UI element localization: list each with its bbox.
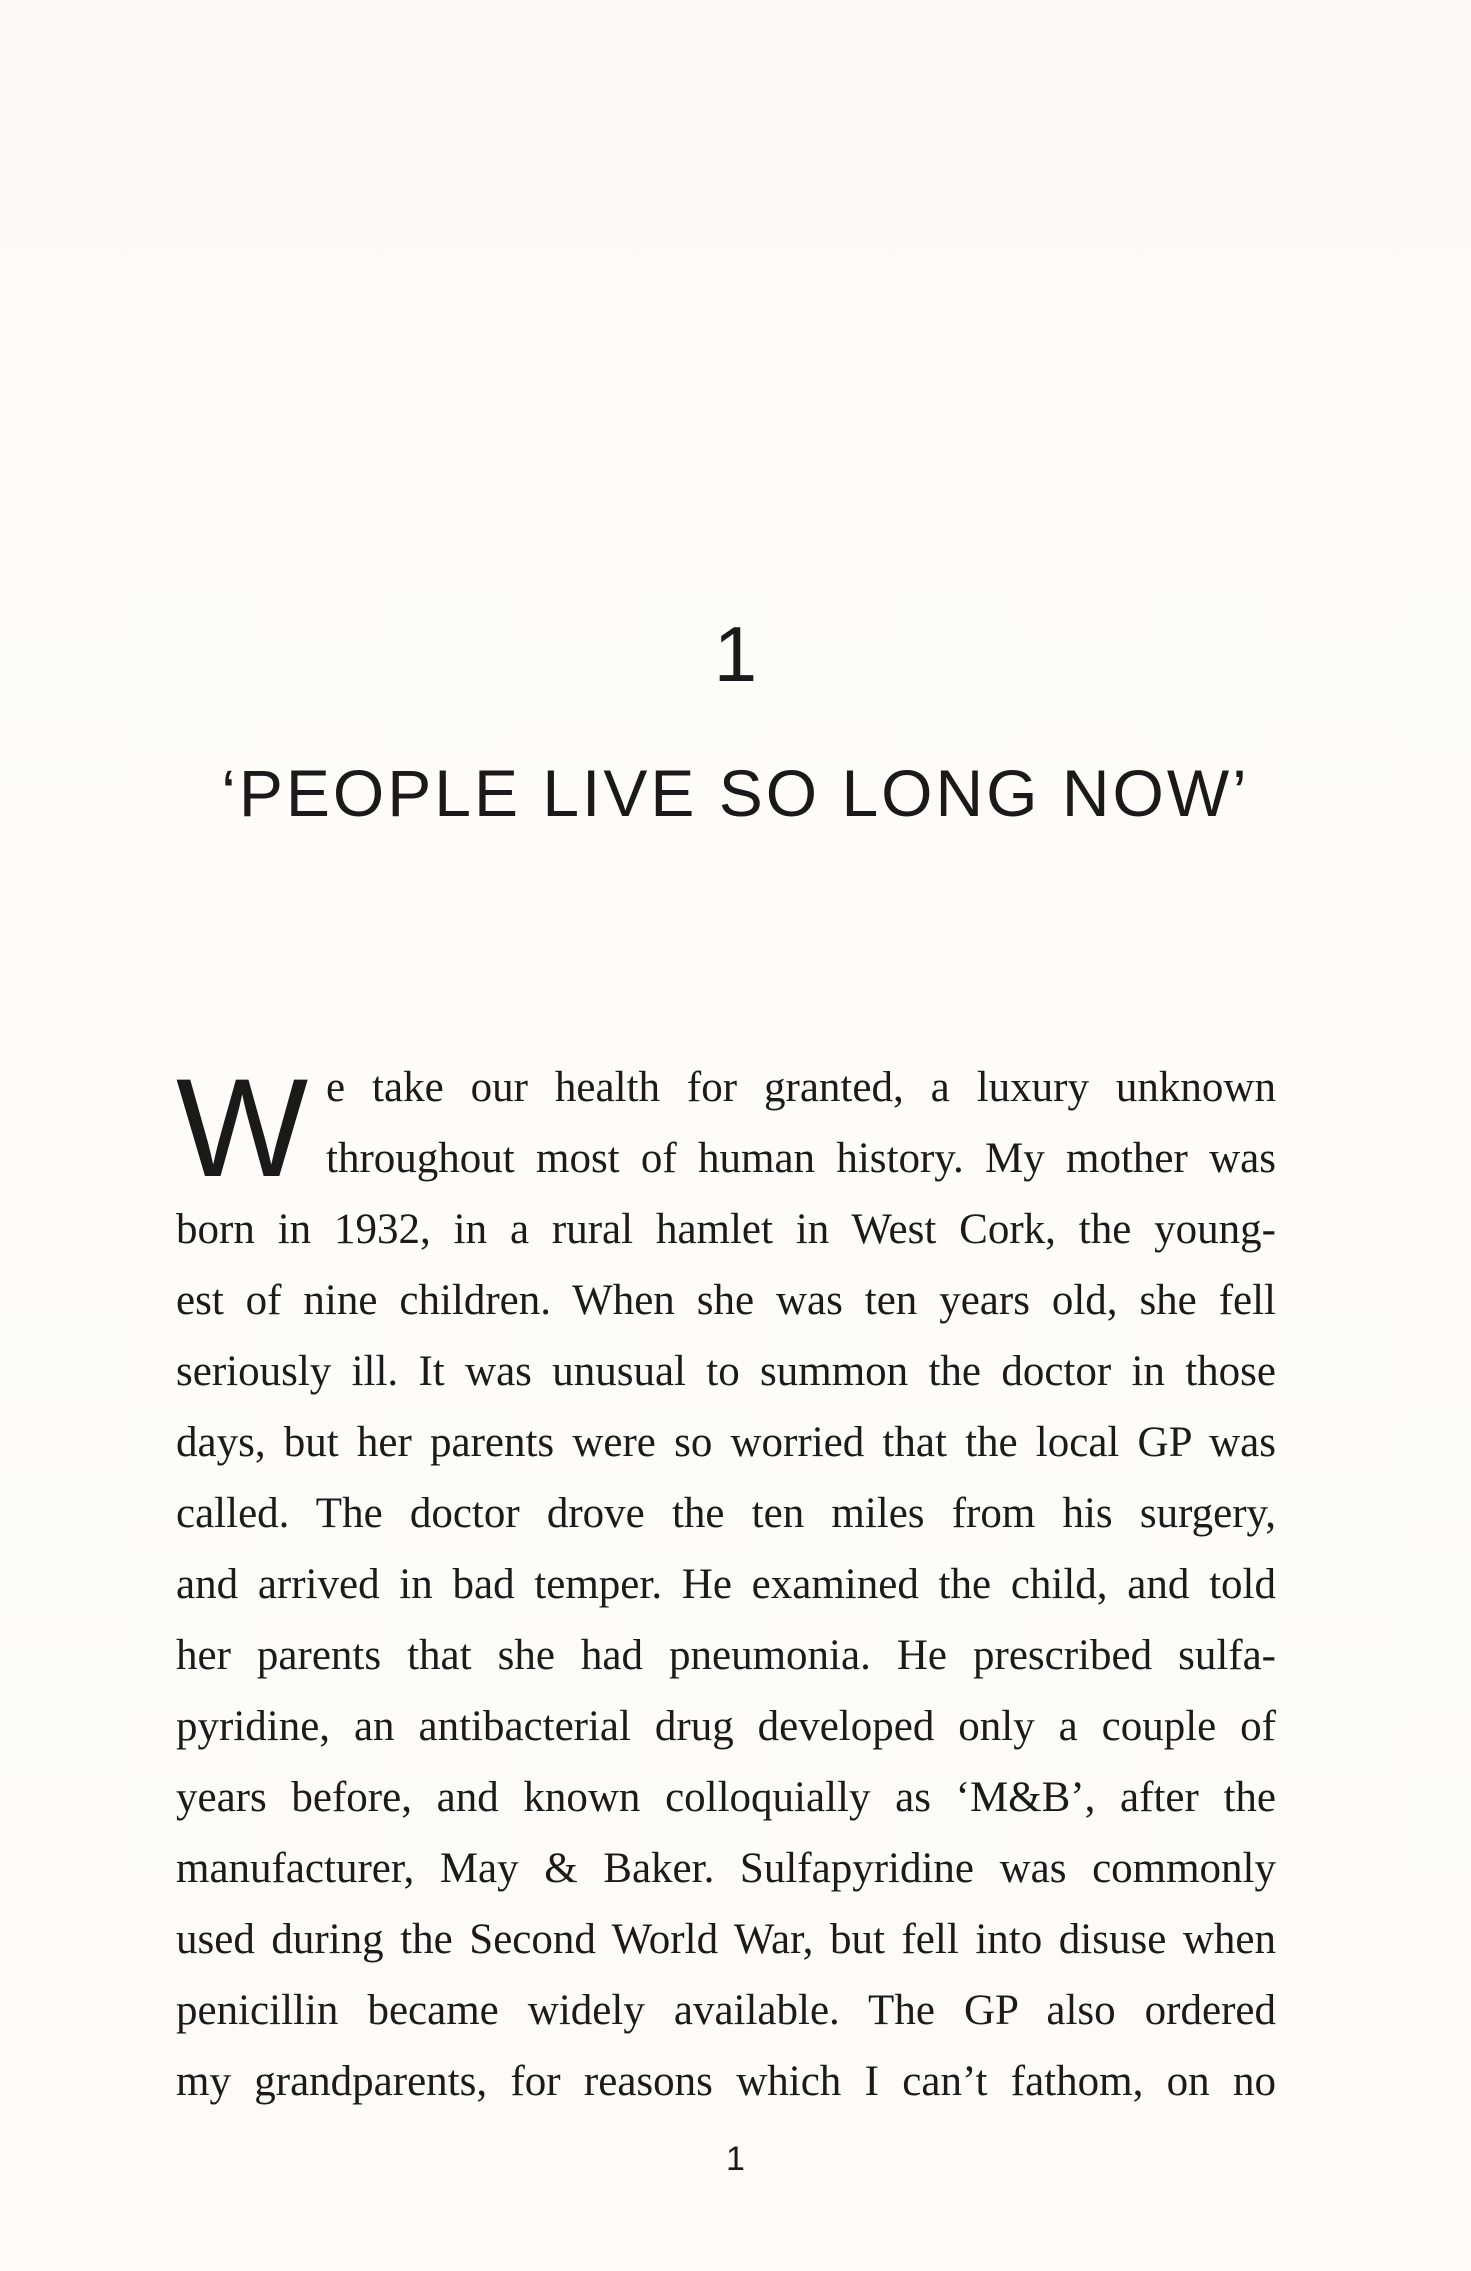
text-line: years before, and known colloquially as ‘M&B’, after the bbox=[176, 1774, 1276, 1821]
text-line: manufacturer, May & Baker. Sulfapyridine was commonly bbox=[176, 1845, 1276, 1892]
page-number: 1 bbox=[726, 2140, 745, 2178]
drop-cap: W bbox=[176, 1049, 309, 1206]
text-line: throughout most of human history. My mother was bbox=[326, 1135, 1276, 1182]
text-line: days, but her parents were so worried that the local GP was bbox=[176, 1419, 1276, 1466]
chapter-title: ‘PEOPLE LIVE SO LONG NOW’ bbox=[221, 756, 1250, 830]
text-line: and arrived in bad temper. He examined the child, and told bbox=[176, 1561, 1276, 1608]
body-paragraph bbox=[176, 1049, 1276, 2117]
text-line: used during the Second World War, but fell into disuse when bbox=[176, 1916, 1276, 1963]
text-line: my grandparents, for reasons which I can’t fathom, on no bbox=[176, 2058, 1276, 2105]
text-line: penicillin became widely available. The GP also ordered bbox=[176, 1987, 1276, 2034]
chapter-number: 1 bbox=[713, 610, 758, 698]
text-line: seriously ill. It was unusual to summon the doctor in those bbox=[176, 1348, 1276, 1395]
text-line: born in 1932, in a rural hamlet in West Cork, the young- bbox=[176, 1206, 1276, 1253]
text-line: called. The doctor drove the ten miles from his surgery, bbox=[176, 1490, 1276, 1537]
text-line: her parents that she had pneumonia. He prescribed sulfa- bbox=[176, 1632, 1276, 1679]
text-line: e take our health for granted, a luxury unknown bbox=[326, 1064, 1276, 1111]
text-line: est of nine children. When she was ten years old, she fell bbox=[176, 1277, 1276, 1324]
text-line: pyridine, an antibacterial drug developed only a couple of bbox=[176, 1703, 1276, 1750]
